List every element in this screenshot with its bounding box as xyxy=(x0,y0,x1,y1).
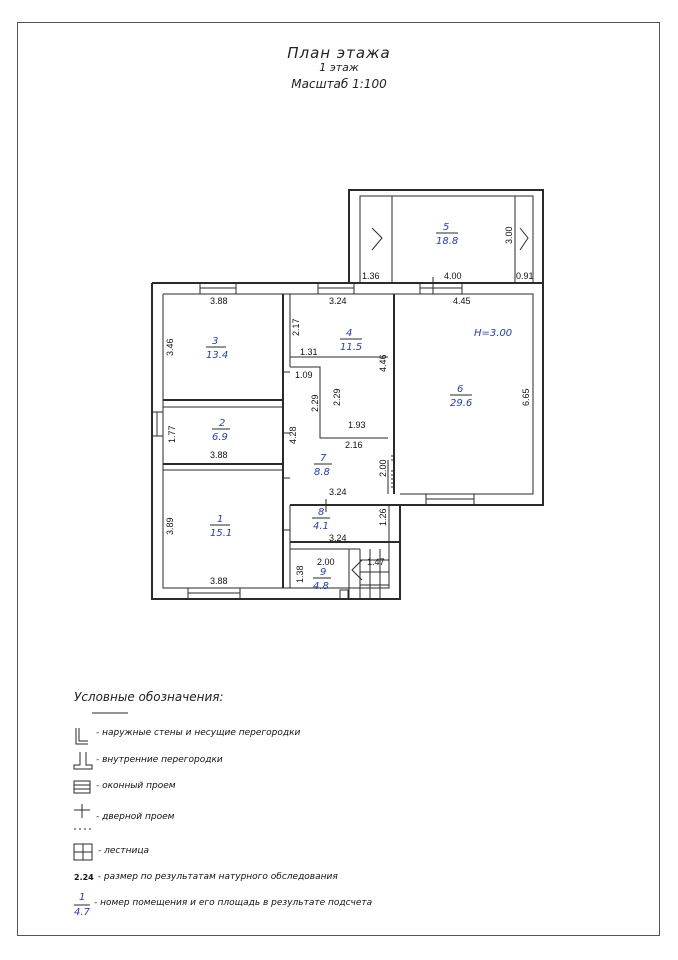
dim-label: 3.46 xyxy=(165,338,175,356)
room-area: 13.4 xyxy=(206,350,229,361)
dim-label: 3.24 xyxy=(329,533,347,543)
legend-text: - наружные стены и несущие перегородки xyxy=(96,728,301,738)
dim-label: 0.91 xyxy=(516,271,534,281)
legend-text: - номер помещения и его площадь в результате подсчета xyxy=(94,898,373,908)
dim-label: 3.24 xyxy=(329,296,347,306)
dim-label: 3.24 xyxy=(329,487,347,497)
room-number: 4 xyxy=(346,328,353,339)
dim-label: 3.88 xyxy=(210,450,228,460)
dim-label: 4.28 xyxy=(288,426,298,444)
interior-walls xyxy=(163,294,400,588)
room-area: 15.1 xyxy=(210,528,233,539)
height-label: H=3.00 xyxy=(474,328,513,339)
legend-stairs xyxy=(98,846,149,856)
legend-sample-area: 4.7 xyxy=(74,907,90,918)
room-number: 2 xyxy=(219,418,226,429)
room-area: 11.5 xyxy=(340,342,363,353)
dim-label: 1.09 xyxy=(295,370,313,380)
room-number: 7 xyxy=(320,453,327,464)
legend-text: - внутренние перегородки xyxy=(96,755,223,765)
legend-text: - лестница xyxy=(98,846,149,856)
legend-title: Условные обозначения: xyxy=(74,690,224,704)
dim-label: 1.38 xyxy=(295,565,305,583)
room-number: 9 xyxy=(320,567,327,578)
scale-label: Масштаб 1:100 xyxy=(291,77,387,91)
dim-label: 2.00 xyxy=(317,557,335,567)
legend-sample-num: 1 xyxy=(79,892,86,903)
legend-room-number xyxy=(94,898,372,908)
legend-outer-walls xyxy=(96,728,300,738)
legend-text: - дверной проем xyxy=(96,812,175,822)
dim-label: 3.88 xyxy=(210,296,228,306)
room-area: 18.8 xyxy=(436,236,459,247)
windows xyxy=(152,283,474,599)
dim-label: 3.00 xyxy=(504,226,514,244)
dim-label: 2.16 xyxy=(345,440,363,450)
dim-label: 2.17 xyxy=(291,318,301,336)
legend-window xyxy=(96,781,176,791)
legend-door xyxy=(96,812,174,822)
room-area: 6.9 xyxy=(212,432,228,443)
dim-label: 1.26 xyxy=(378,508,388,526)
dim-label: 4.45 xyxy=(453,296,471,306)
dim-label: 1.93 xyxy=(348,420,366,430)
legend-text: - размер по результатам натурного обследования xyxy=(97,872,338,882)
legend-partitions xyxy=(96,755,223,765)
dim-label: 1.31 xyxy=(300,347,318,357)
plan-title: План этажа xyxy=(287,44,391,62)
dim-label: 4.46 xyxy=(378,354,388,372)
dim-label: 6.65 xyxy=(521,388,531,406)
dim-label: 1.77 xyxy=(167,425,177,443)
room-number: 6 xyxy=(457,384,464,395)
room-number: 5 xyxy=(443,222,450,233)
room-number: 1 xyxy=(217,514,224,525)
room-area: 4.1 xyxy=(313,521,329,532)
room-area: 29.6 xyxy=(450,398,473,409)
dim-label: 2.29 xyxy=(332,388,342,406)
dim-label: 3.89 xyxy=(165,517,175,535)
room-area: 8.8 xyxy=(314,467,330,478)
dim-label: 3.88 xyxy=(210,576,228,586)
dim-label: 1.36 xyxy=(362,271,380,281)
legend-text: - оконный проем xyxy=(96,781,176,791)
room-area: 4.8 xyxy=(313,581,329,592)
dim-label: 1.47 xyxy=(367,557,385,567)
dim-label: 4.00 xyxy=(444,271,462,281)
room-number: 3 xyxy=(212,336,219,347)
legend-dimension xyxy=(74,872,338,882)
dim-label: 2.00 xyxy=(378,459,388,477)
dim-label: 2.29 xyxy=(310,394,320,412)
legend-sample-dim: 2.24 xyxy=(74,872,94,882)
room-number: 8 xyxy=(318,507,325,518)
floor-label: 1 этаж xyxy=(319,61,359,74)
